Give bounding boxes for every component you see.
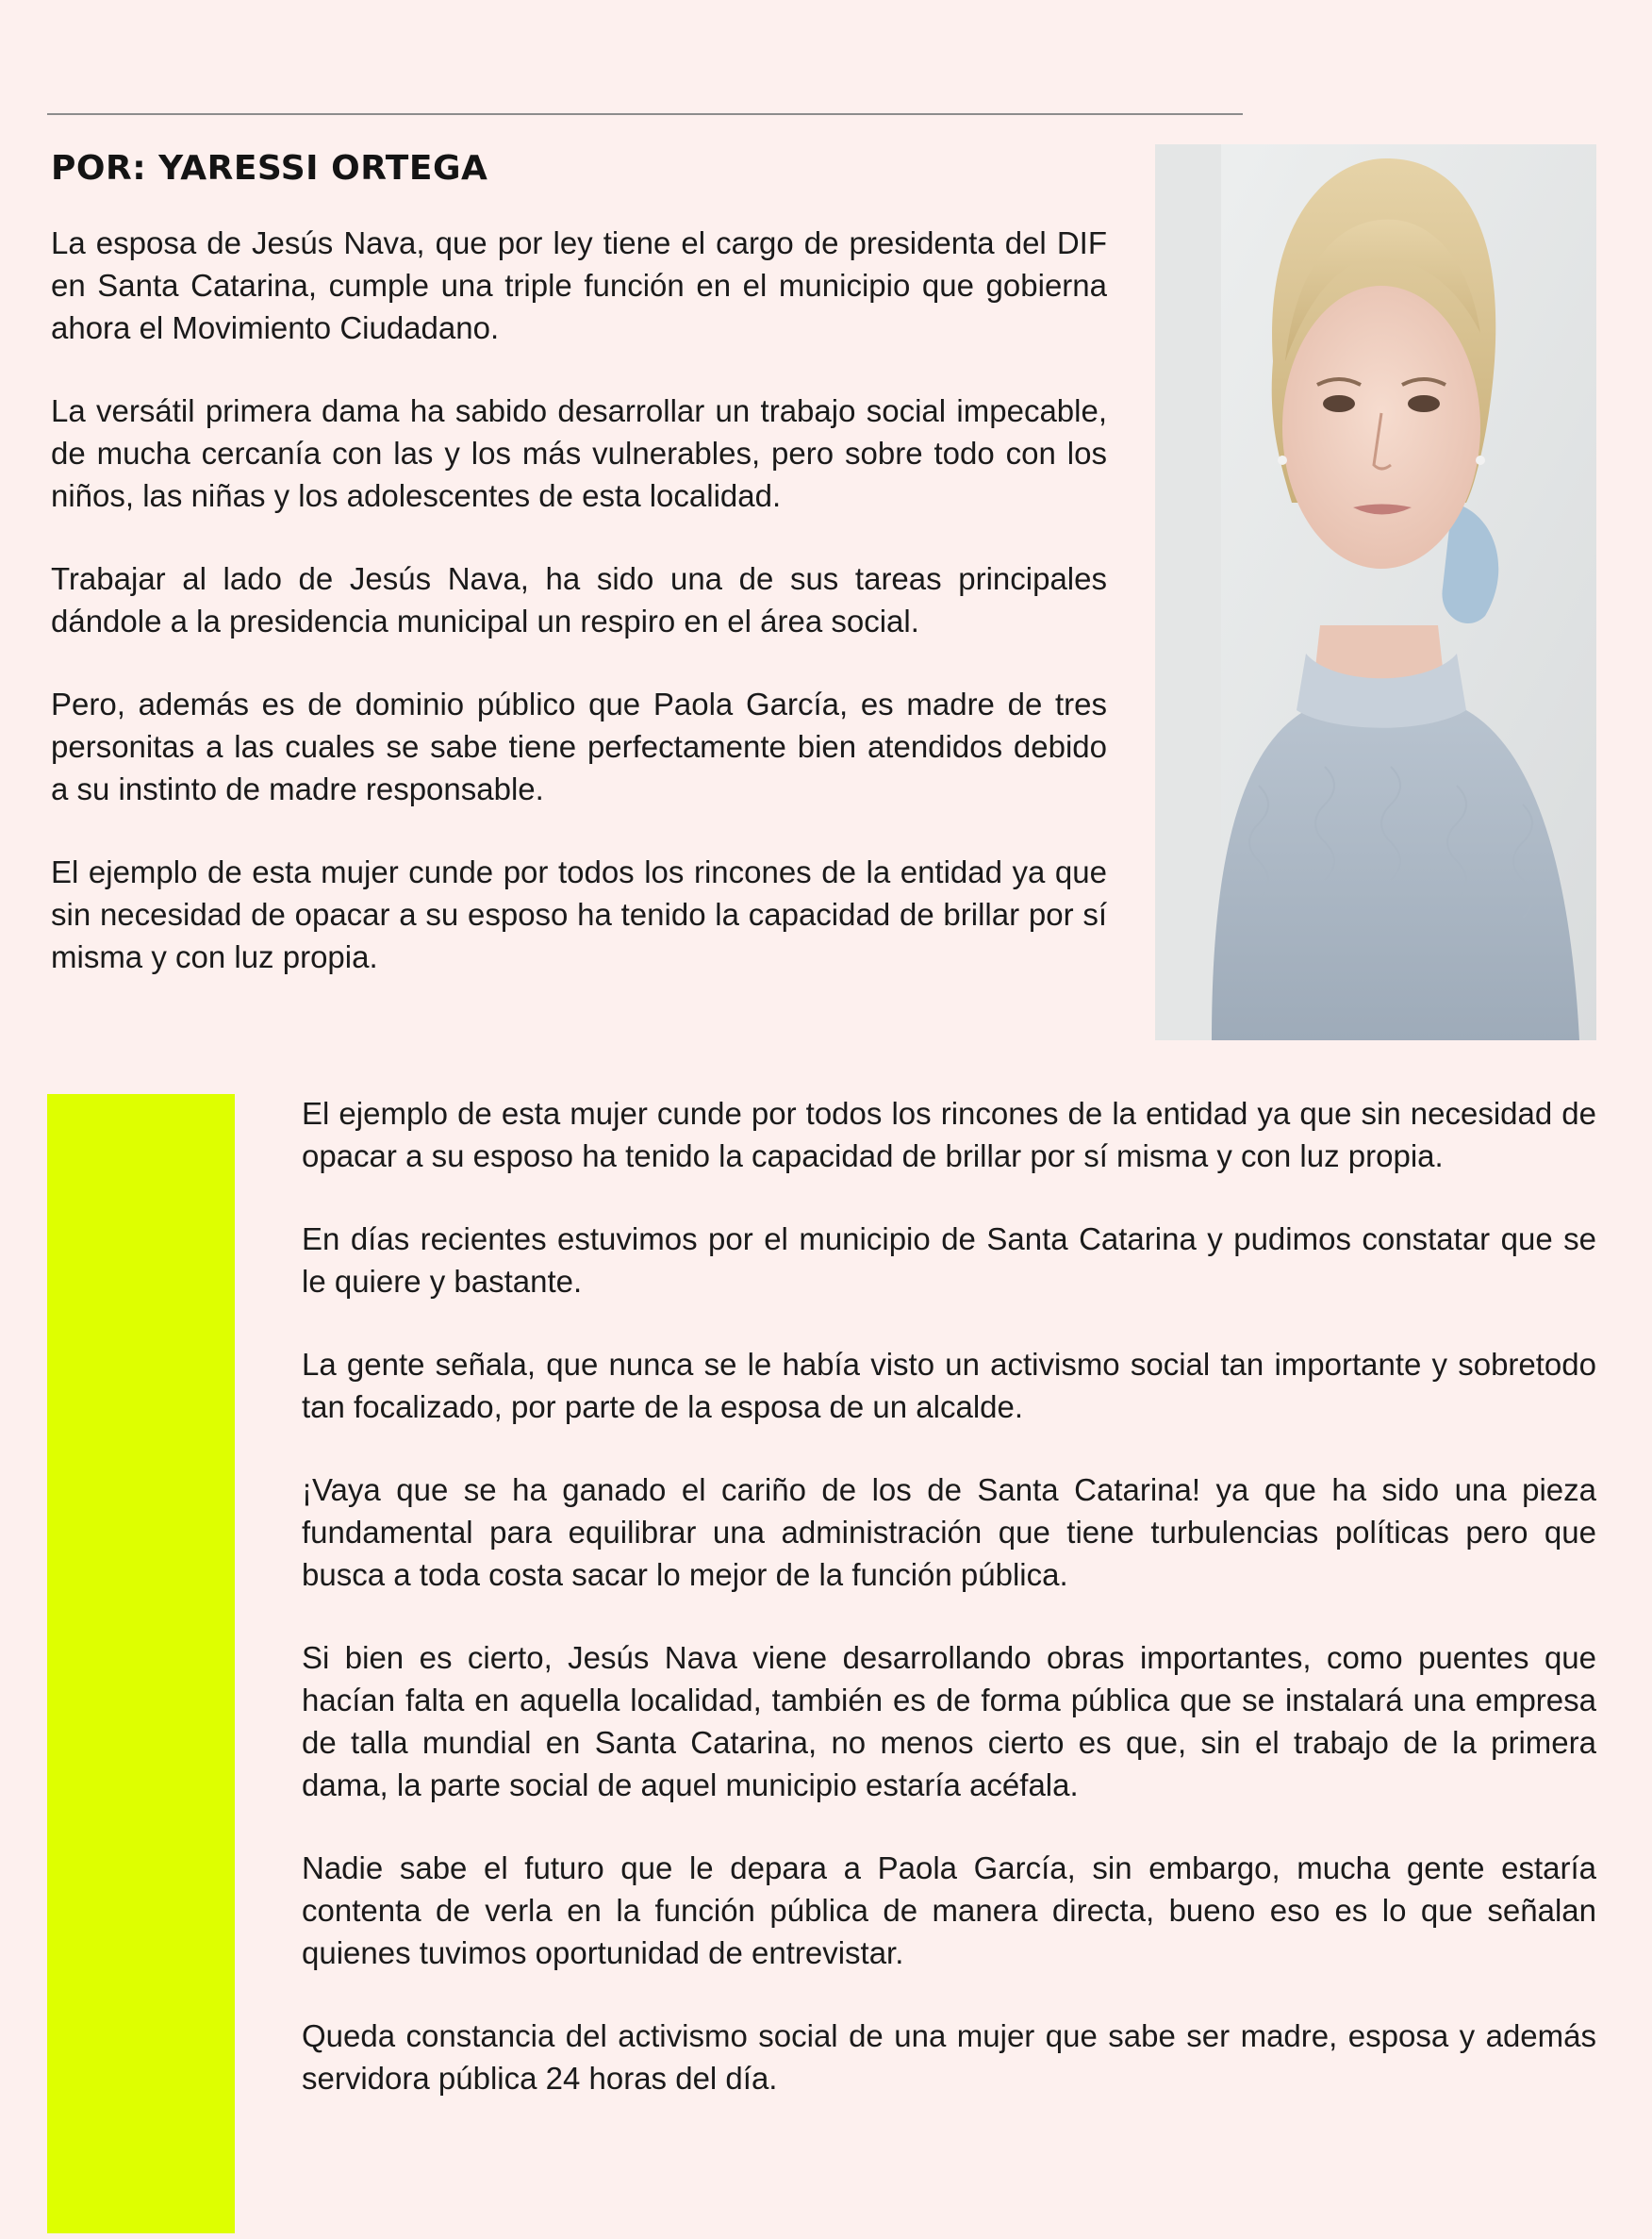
accent-bar [47, 1094, 235, 2233]
top-text-column [51, 222, 1107, 1019]
paragraph: Queda constancia del activismo social de una mujer que sabe ser madre, esposa y además servidora pública 24 horas del día. [302, 2018, 1596, 2096]
top-divider [47, 113, 1243, 115]
paragraph: La versátil primera dama ha sabido desarrollar un trabajo social impecable, de mucha cercanía con las y los más vulnerables, pero sobre todo con los niños, las niñas y los adolescentes de esta localidad. [51, 393, 1107, 513]
paragraph: El ejemplo de esta mujer cunde por todos los rincones de la entidad ya que sin necesidad de opacar a su esposo ha tenido la capacidad de brillar por sí misma y con luz propia. [302, 1096, 1596, 1173]
byline: POR: YARESSI ORTEGA [51, 149, 488, 188]
paragraph: La esposa de Jesús Nava, que por ley tiene el cargo de presidenta del DIF en Santa Catarina, cumple una triple función en el municipio que gobierna ahora el Movimiento Ciudadano. [51, 225, 1107, 345]
paragraph: Si bien es cierto, Jesús Nava viene desarrollando obras importantes, como puentes que hacían falta en aquella localidad, también es de forma pública que se instalará una empresa de talla mundial en Santa Catarina, no menos cierto es que, sin el trabajo de la primera dama, la parte social de aquel municipio estaría acéfala. [302, 1640, 1596, 1802]
paragraph: En días recientes estuvimos por el municipio de Santa Catarina y pudimos constatar que se le quiere y bastante. [302, 1221, 1596, 1299]
paragraph: Nadie sabe el futuro que le depara a Paola García, sin embargo, mucha gente estaría contenta de verla en la función pública de manera directa, bueno eso es lo que señalan quienes tuvimos oportunidad de entrevistar. [302, 1850, 1596, 1970]
paragraph: Pero, además es de dominio público que Paola García, es madre de tres personitas a las cuales se sabe tiene perfectamente bien atendidos debido a su instinto de madre responsable. [51, 687, 1107, 806]
paragraph: ¡Vaya que se ha ganado el cariño de los de Santa Catarina! ya que ha sido una pieza fundamental para equilibrar una administración que tiene turbulencias políticas pero que busca a toda costa sacar lo mejor de la función pública. [302, 1472, 1596, 1592]
paragraph: El ejemplo de esta mujer cunde por todos los rincones de la entidad ya que sin necesidad de opacar a su esposo ha tenido la capacidad de brillar por sí misma y con luz propia. [51, 854, 1107, 974]
paragraph: Trabajar al lado de Jesús Nava, ha sido una de sus tareas principales dándole a la presidencia municipal un respiro en el área social. [51, 561, 1107, 639]
bottom-text-column [302, 1092, 1596, 2140]
portrait-photo [1155, 144, 1596, 1040]
paragraph: La gente señala, que nunca se le había visto un activismo social tan importante y sobretodo tan focalizado, por parte de la esposa de un alcalde. [302, 1347, 1596, 1424]
